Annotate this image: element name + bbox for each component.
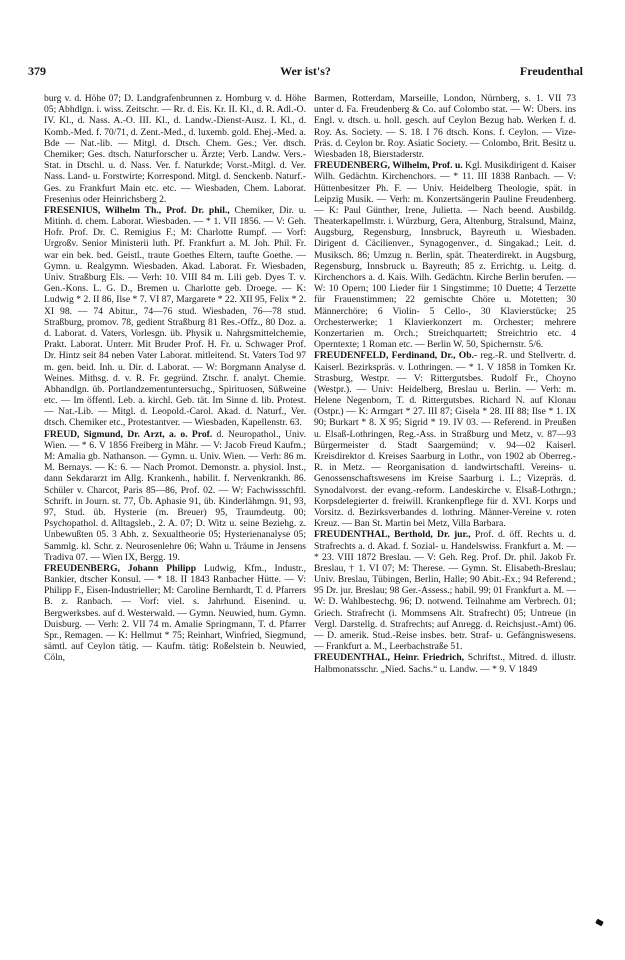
entry-headword: FREUDENFELD, Ferdinand, Dr., Ob.- bbox=[314, 350, 478, 362]
left-column bbox=[44, 93, 306, 935]
right-column bbox=[314, 93, 576, 935]
running-title: Wer ist's? bbox=[280, 64, 331, 78]
biography-entry bbox=[314, 93, 576, 160]
entry-headword: FREUDENTHAL, Heinr. Friedrich, bbox=[314, 652, 465, 664]
printer-mark bbox=[595, 919, 604, 927]
biography-entry bbox=[44, 429, 306, 563]
biography-entry bbox=[314, 529, 576, 652]
entry-text: Schriftst., Mitred. d. illustr. Halbmonatsschr. „Nied. Sachs.“ u. Landw. — * 9. V 1849 bbox=[314, 652, 576, 675]
biography-entry bbox=[314, 652, 576, 674]
entry-text: burg v. d. Höhe 07; D. Landgrafenbrunnen z. Homburg v. d. Höhe 05; Abhdlgn. i. wiss. Zeitschr. — Rr. d. Eis. Kr. II. Kl., d. R. Adl.-O. IV. Kl., d. Nass. A.-O. III. Kl., d. Landw.-Dienst-Ausz. I. Kl., d. Komb.-Med. f. 70/71, d. Zent.-Med., d. luxemb. gold. Ehej.-Med. a. Bde — Nat.-lib. — Mitgl. d. Dtsch. Chem. Ges.; Ver. dtsch. Chemiker; Ges. dtsch. Naturforscher u. Ärzte; Verb. Landw. Vers.-Stat. in Dtschl. u. d. Nass. Ver. f. Naturkde; Vorst.-Mitgl. d. Ver. Nass. Land- u. Forstwirte; Korrespond. Mitgl. d. Senckenb. Naturf.-Ges. zu Frankfurt Main etc. etc. — Wiesbaden, Chem. Laborat. Fresenius oder Heinrichsberg 2. bbox=[44, 93, 306, 205]
page-header bbox=[28, 64, 583, 78]
entry-text: Chemiker, Dir. u. Mitinh. d. chem. Laborat. Wiesbaden. — * 1. VII 1856. — V: Geh. Hofr. Prof. Dr. C. Remigius F.; M: Charlotte Rumpf. — Vorf: Urgroßv. Senior Ministerii luth. Pf. Frankfurt a. M. Joh. Phil. Fr. war ein bek. bed. Geistl., traute Goethes Eltern, taufte Goethe. — Gymn. u. Realgymn. Wiesbaden. Akad. Laborat. Fr. Wiesbaden, Univ. Straßburg Els. — Verh: 10. VIII 84 m. Lili geb. Dyes T. v. Gen.-Kons. L. G. D., Bremen u. Charlotte geb. Droege. — K: Ludwig * 2. II 86, Ilse * 7. VI 87, Margarete * 22. XII 95, Felix * 2. XI 98. — 74 Abitur., 74—76 stud. Wiesbaden, 76—78 stud. Straßburg, promov. 78, gedient Straßburg 81 Res.-Offz., 80 Doz. a. d. Laborat. d. Vaters, Vorlesgn. üb. Physik u. Nahrgsmittelchemie, Prakt. Laborat. Unterr. Mit Bruder Prof. H. Fr. u. Schwager Prof. Dr. Hintz seit 84 neben Vater Laborat. mitleitend. St. Vaters Tod 97 m. gen. beid. Inh. u. Dir. d. Laborat. — W: Borgmann Analyse d. Weines. Mithsg. d. v. R. Fr. gegründ. Ztschr. f. analyt. Chemie. Abhandlgn. üb. Portlandzementuntersuchg., Spirituosen, Süßweine etc. — Im öffentl. Leb. a. kirchl. Geb. tät. Im Sinne d. lib. Protest. — Nat.-Lib. — Mitgl. d. Leopold.-Carol. Akad. d. Naturf., Ver. dtsch. Chemiker etc., Protestantver. — Wiesbaden, Kapellenstr. 63. bbox=[44, 204, 306, 429]
biography-entry bbox=[44, 205, 306, 429]
entry-headword: FREUD, Sigmund, Dr. Arzt, a. o. Prof. bbox=[44, 428, 213, 440]
entry-text: d. Neuropathol., Univ. Wien. — * 6. V 1856 Freiberg in Mähr. — V: Jacob Freud Kaufm.; M: Amalia gb. Nathanson. — Gymn. u. Univ. Wien. — Verh: 86 m. M. Bernays. — K: 6. — Nach Promot. Demonstr. a. physiol. Inst., dann Sekdararzt im Allg. Krankenh., habilit. f. Nervenkrankh. 86. Schüler v. Charcot, Paris 85—86, Prof. 02. — W: Fachwissschftl. Schrift. in Journ. st. 77, Üb. Aphasie 91, üb. Kinderlähmgn. 91, 93, 97, Stud. üb. Hysterie (m. Breuer) 95, Traumdeutg. 00; Psychopathol. d. Alltagsleb., 2. A. 07; D. Witz u. seine Beziehg. z. Unbewußten 05. 3 Abh. z. Sexualtheorie 05; Hysterienanalyse 05; Sammlg. kl. Schr. z. Neurosenlehre 06; Wahn u. Träume in Jensens Tradiva 07. — Wien IX, Bergg. 19. bbox=[44, 428, 306, 563]
entry-text: Prof. d. öff. Rechts u. d. Strafrechts a. d. Akad. f. Sozial- u. Handelswiss. Frankfurt a. M. — * 23. VIII 1872 Breslau. — V: Geh. Reg. Prof. Dr. phil. Jakob Fr. Breslau, † 1. VI 07; M: Therese. — Gymn. St. Elisabeth-Breslau; Univ. Breslau, Tübingen, Berlin, Halle; 90 Abit.-Ex.; 94 Referend.; 95 Dr. jur. Breslau; 98 Ger.-Assess.; habil. 99; 01 Frankfurt a. M. — W: D. Wahlbestechg. 96; D. notwend. Teilnahme am Verbrech. 01; Griech. Strafrecht (i. Mommsens Alt. Strafrecht) 05; Untreue (in Vergl. Darstellg. d. Strafrechts; auf Anregg. d. Reichsjust.-Amt) 06. — D. amerik. Stud.-Reise insbes. betr. Straf- u. Gefängniswesens. — Frankfurt a. M., Leerbachstraße 51. bbox=[314, 529, 576, 653]
entry-text: Barmen, Rotterdam, Marseille, London, Nürnberg, s. 1. VII 73 unter d. Fa. Freudenberg & Co. auf Colombo stat. — W: Übers. ins Engl. v. dtsch. u. holl. gesch. auf Ceylon Bezug hab. Werken f. d. Roy. As. Society. — S. 18. I 76 dtsch. Kons. f. Ceylon. — Vize-Präs. d. Ceylon br. Roy. Asiatic Society. — Colombo, Brit. Besitz u. Wiesbaden 18, Bierstaderstr. bbox=[314, 93, 576, 160]
biography-entry bbox=[314, 160, 576, 350]
biography-entry bbox=[314, 350, 576, 529]
entry-headword: FREUDENBERG, Wilhelm, Prof. u. bbox=[314, 160, 463, 172]
biography-entry bbox=[44, 563, 306, 664]
entry-text: reg.-R. und Stellvertr. d. Kaiserl. Bezirkspräs. v. Lothringen. — * 1. V 1858 in Tomken Kr. Strasburg, Westpr. — V: Rittergutsbes. Rudolf Fr., Choyno (Westpr.). — Univ: Heidelberg, Breslau u. Berlin. — Verh: m. Helene Negenborn, T. d. Rittergutsbes. Richard N. auf Klonau (Ostpr.) — K: Armgart * 27. III 87; Gisela * 28. III 88; Ilse * 1. IX 90; Burkart * 8. X 95; Sigrid * 19. IV 03. — Referend. in Preußen u. Elsaß-Lothringen, Reg.-Ass. in Straßburg und Metz, v. 87—93 Bürgermeister d. Stadt Saargemünd; v. 94—02 Kaiserl. Kreisdirektor d. Kreises Saarburg in Lothr., von 1902 ab Oberreg.-R. in Metz. — Reorganisation d. landwirtschaftl. Vereins- u. Genossenschaftswesens im Kreise Saarburg i. L.; Vizepräs. d. Synodalvorst. der evang.-reform. Landeskirche v. Elsaß-Lothrgn.; Korpsdelegierter d. freiwill. Krankenpflege für d. XVI. Korps und Vorsitz. d. Bezirksverbandes d. lothring. Männer-Vereine v. roten Kreuz. — Ban St. Martin bei Metz, Villa Barbara. bbox=[314, 350, 576, 530]
entry-text: Ludwig, Kfm., Industr., Bankier, dtscher Konsul. — * 18. II 1843 Ranbacher Hütte. — V: Philipp F., Eisen-Industrieller; M: Caroline Bernhardt, T. d. Pfarrers B. z. Ranbach. — Vorf: viel. s. Jahrhund. Eisenind. u. Bergwerksbes. auf d. Westerwald. — Gymn. Neuwied, hum. Gymn. Duisburg. — Verh: 2. VII 74 m. Amalie Springmann, T. d. Pfarrer Spr., Remagen. — K: Hellmut * 75; Reinhart, Winfried, Siegmund, sämtl. auf Ceylon tätig. — Kaufm. tätig: Roßelstein b. Neuwied, Cöln, bbox=[44, 562, 306, 664]
page-number: 379 bbox=[28, 64, 46, 78]
entry-headword: FREUDENTHAL, Berthold, Dr. jur., bbox=[314, 529, 471, 541]
entry-text: Kgl. Musikdirigent d. Kaiser Wilh. Gedächtn. Kirchenchors. — * 11. III 1838 Ranbach. — V: Hüttenbesitzer Ph. F. — Univ. Heidelberg Theologie, spät. in Leipzig Musik. — Verh: m. Konzertsängerin Pauline Freudenberg. — K: Paul Günther, Irene, Julietta. — Nach beend. Ausbildg. Theaterkapellmstr. i. Würzburg, Gera, Altenburg, Stralsund, Mainz, Augsburg, Regensburg, Innsbruck, Bayreuth u. Wiesbaden. Dirigent d. Cäcilienver., Synagogenver., d. Singakad.; Leit. d. Musiksch. 86; Umzug n. Berlin, spät. Theaterdirekt. in Augsburg, Regensburg, Innsbruck u. Bayreuth; 85 z. Errichtg. u. Leitg. d. Kirchenchors a. d. Kais. Wilh. Gedächtn. Kirche Berlin berufen. —W: 10 Opern; 100 Lieder für 1 Singstimme; 10 Duette; 4 Terzette für Frauenstimmen; 22 gemischte Chöre u. Motetten; 30 Männerchöre; 6 Violin- 5 Cello-, 30 Klavierstücke; 25 Orchesterwerke; 1 Klavierkonzert m. Orchester; mehrere Konzertarien m. Orch.; Streichquartett; Streichtrio etc. 4 Operntexte; 1 Roman etc. — Berlin W. 50, Spichernstr. 5/6. bbox=[314, 160, 576, 351]
entry-headword: FREUDENBERG, Johann Philipp bbox=[44, 562, 197, 574]
biography-entry bbox=[44, 93, 306, 205]
entry-headword: FRESENIUS, Wilhelm Th., Prof. Dr. phil., bbox=[44, 204, 230, 216]
running-head-name: Freudenthal bbox=[519, 64, 583, 78]
